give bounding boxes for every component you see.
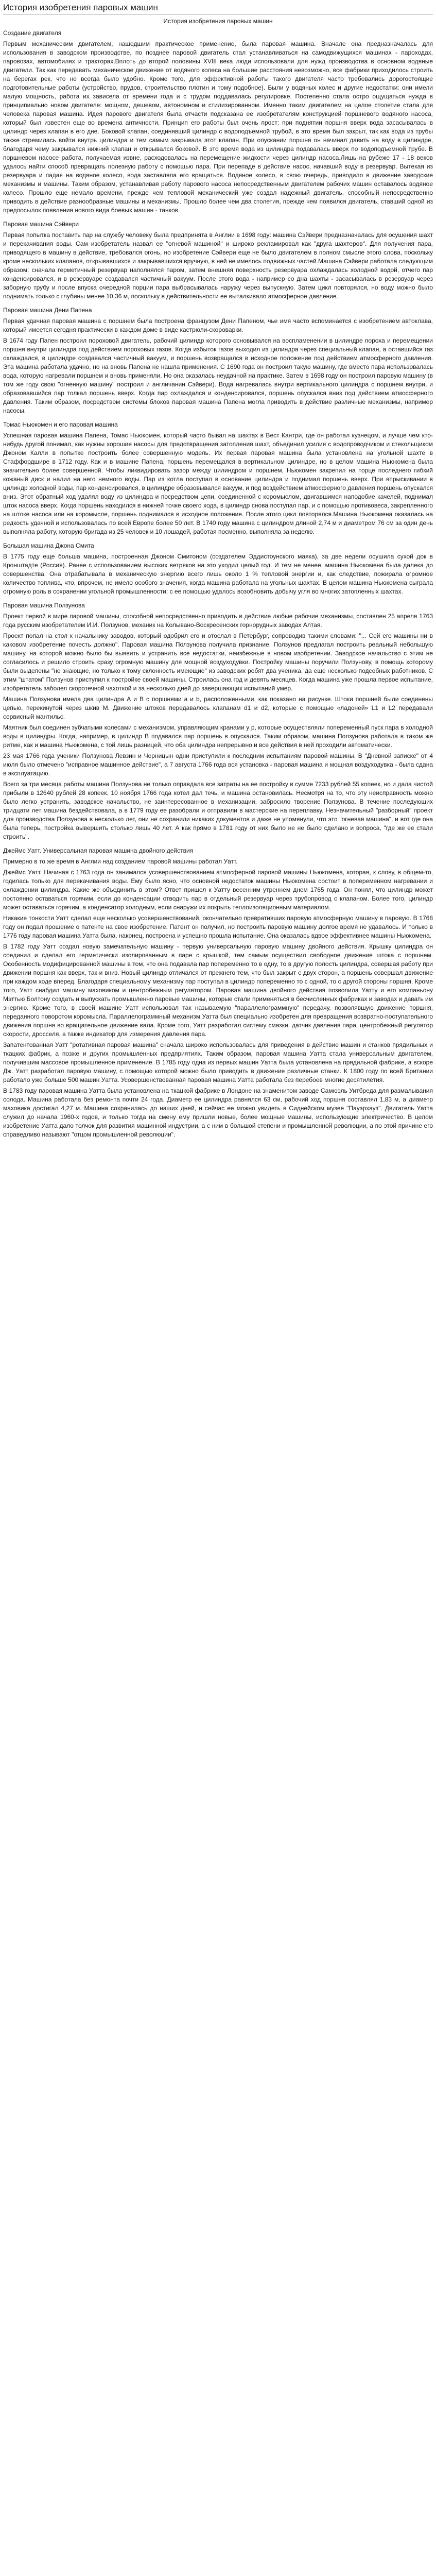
section-heading: Большая машина Джона Смита xyxy=(3,542,94,549)
article-body xyxy=(3,29,433,1139)
section-heading: Томас Ньюкомен и его паровая машина xyxy=(3,421,118,428)
section-heading: Паровая машина Дени Папена xyxy=(3,307,92,314)
section-heading: Создание двигателя xyxy=(3,29,62,37)
paragraph: В 1783 году паровая машина Уатта была установлена на ткацкой фабрике в Лондоне на знаменитом заводе Самюэль Уитбреда для размалывания солода. Машина работала без ремонта почти 24 года. Диаметр ее цилиндра равнялся 63 см, рабочий ход поршня составлял 1,83 м, а диаметр маховика достигал 4,27 м. Машина сохранилась до наших дней, и сейчас ее можно увидеть в Сиднейском музее "Пауэрхауз". Двигатель Уатта служил до начала 1960-х годов, и только тогда на смену ему пришли новые, более мощные машины, использующие электричество. В целом изобретение Уатта дало толчок для развития машинной индустрии, а с ним в большой степени и промышленной революции, а по этой причине его справедливо называют "отцом промышленной революции". xyxy=(3,1087,433,1138)
paragraph: Всего за три месяца работы машина Ползунова не только оправдала все затраты на ее постройку в сумме 7233 рублей 55 копеек, но и дала чистой прибыли в 12640 рублей 28 копеек. 10 ноября 1766 года котел дал течь, и машина остановилась. Несмотря на то, что эту неисправность можно было легко устранить, заводское начальство, не заинтересованное в механизации, забросило творение Ползунова. В течение последующих тридцати лет машина бездействовала, а в 1779 году ее разобрали и отправили в мастерские на переплавку. Незначительный "разборный" проект для производства Ползунова в несколько лет, они не сохранили никаких документов и даже не упомянули, что это "огневая машина", и вот где она была теперь, постройка вывершить столько лишь 40 лет. А как прямо в 1781 году от них было не не было сделано и вопроса, "где же ее стали строить". xyxy=(3,781,433,840)
paragraph: Первая попытка поставить пар на службу человеку была предпринята в Англии в 1698 году: машина Сэйвери предназначалась для осушения шахт и перекачивания воды. Сам изобретатель назвал ее "огневой машиной" и широко рекламировал как "друга шахтеров". Для получения пара, приводящего в машину в действие, требовался огонь, но изобретение Сэйвери еще не было двигателем в полном смысле этого слова, поскольку кроме нескольких клапанов, открывавшихся и закрывавшихся вручную, в ней не имелось подвижных частей.Машина Сэйвери работала следующим образом: сначала герметичный резервуар наполнялся паром, затем внешняя поверхность резервуара охлаждалась холодной водой, отчего пар конденсировался, и в резервуаре создавался частичный вакуум. После этого вода - например со дна шахты - засасывалась в резервуар через заборную трубу и после впуска очередной порции пара выбрасывалась наружу через выпускную. Затем цикл повторялся, но воду можно было поднимать только с глубины менее 10,36 м, поскольку в действительности ее выталкивало атмосферное давление. xyxy=(3,231,433,300)
paragraph: Маятник был соединен зубчатыми колесами с механизмом, управляющим кранами у p, которые осуществляли попеременный пуск пара в холодной воды в цилиндры. Когда, например, в цилиндр В подавался пар поршень в опускался. Таким образом, машина Ползунова работала в таком же ритме, как и машина Ньюкомена, с той лишь разницей, что оба цилиндра непрерывно и все действия в ней проходили автоматически. xyxy=(3,724,433,749)
paragraph: Джеймс Уатт. Начиная с 1763 года он занимался усовершенствованием атмосферной паровой машины Ньюкомена, которая, к слову, в общем-то, годилась только для перекачивания воды. Ему было ясно, что основной недостаток машины Ньюкомена состоит в попеременном нагревании и охлаждении цилиндра. Какие же объединить в этом? Ответ пришел к Уатту весенним утреннем днем 1765 года. Он понял, что цилиндр может постоянно оставаться горячим, если до конденсации отводить пар в отдельный резервуар через трубопровод с клапаном. Более того, цилиндр может оставаться горячим, а конденсатор холодным, если снаружи их покрыть теплоизоляционным материалом. xyxy=(3,869,433,911)
paragraph: В 1782 году Уатт создал новую замечательную машину - первую универсальную паровую машину двойного действия. Крышку цилиндра он соединил и сделал его герметически изолированным в паре с крышкой, тем самым осуществил свободное движение штока с поршнем. Особенность модифицированной машины в том, что она подавала пар попеременно то в одну, то в другую полость цилиндра, совершая работу при движении поршня как вверх, так и вниз. Новый цилиндр отличался от прежнего тем, что был закрыт с двух сторон, а поршень совершал движение при каждом ходе вперед. Благодаря специальному механизму пар поступал в цилиндр попеременно то с одной, то с другой стороны поршня. Кроме того, Уатт снабдил машину маховиком и центробежным регулятором. Паровая машина двойного действия позволила Уатту и его компаньону Мэттью Болтону создать и выпускать промышленно паровые машины, которые стали применяться в бесчисленных фабриках и заводах и давать им энергию. Кроме того, в своей машине Уатт использовал так называемую "параллелограммную" передачу, позволявшую движение поршня, переданного поворотом коромысла. Параллелограммный механизм Уатта был специально изобретен для превращения возвратно-поступательного движения поршня во вращательное движение вала. Кроме того, Уатт разработал систему смазки, датчик давления пара, центробежный регулятор скорости, дросселя, а также индикатор для измерения давления пара. xyxy=(3,943,433,1038)
page-subtitle: История изобретения паровых машин xyxy=(163,18,273,25)
paragraph: Первым механическим двигателем, нашедшим практическое применение, была паровая машина. Вначале она предназначалась для использования в заводском производстве, по позднее паровой двигатель стал устанавливаться на самодвижущихся машинах - пароходах, паровозах, автомобилях и тракторах.Вплоть до второй половины XVIII века люди использовали для нужд производства в основном водяные двигатели. Так как передавать механическое движение от водяного колеса на большие расстояния невозможно, все фабрики приходилось строить на берегах рек, что не всегда было удобно. Кроме того, для эффективной работы такого двигателя часто требовались дорогостоящие подготовительные работы (устройство, прудов, строительство плотин и тому подобное). Были у водяных колес и другие недостатки: они имели малую мощность, работа их зависела от времени года и с трудом поддавалась регулировке. Постепенно стала остро ощущаться нужда в принципиально новом двигателе: мощном, дешевом, автономном и стилизированном. Именно таким двигателем на целое столетие стала для человека паровая машина. Идея парового двигателя была отчасти подсказана ее изобретателям конструкцией поршневого водяного насоса, который был известен еще во времена античности. Принцип его работы был очень прост: при поднятии поршня вверх вода засасывалась в цилиндр через клапан в его дне. Боковой клапан, соединявший цилиндр с водоподъемной трубой, в это время был закрыт, так как вода из трубы также стремилась войти внутрь цилиндра и тем самым закрывала этот клапан. При опускании поршня он начинал давить на воду в цилиндре, благодаря чему закрывался нижний клапан и открывался боковой. В это время вода из цилиндра подавалась вверх по водоподъемной трубе. В поршневом насосе работа, получаемая извне, расходовалась на перемещение жидкости через цилиндр насоса.Лишь на рубеже 17 - 18 веков удалось найти способ превращать полезную работу с помощью пара. При перепаде в действие насос, начавший воду в резервуар. Вытекая из резервуара и падая на водяное колесо, вода заставляла его вращаться. Водяное колесо, в свою очередь, приводило в движение заводские механизмы и машины. Таким образом, устанавливая работу парового насоса непосредственным двигателем рабочих машин оставалось водяное колесо. Прошло еще немало времени, прежде чем тепловой механический уже создал надежный двигатель, способный непосредственно приводить в действие разнообразные машины и механизмы. Прошло более чем два столетия, прежде чем появился двигатель, ставший одной из предпосылок появления нового вида боевых машин - танков. xyxy=(3,40,433,214)
section-heading: Паровая машина Сэйвери xyxy=(3,221,79,228)
paragraph: В 1674 году Папен построил пороховой двигатель, рабочий цилиндр которого основывался на воспламенении в цилиндре пороха и перемещении поршня внутри цилиндра под действием пороховых газов. Когда избыток газов выходил из цилиндра через специальный клапан, а оставшийся газ охлаждался, в цилиндре создавался частичный вакуум, и поршень возвращался в исходное положение под действием атмосферного давления. Эта машина работала удачно, но на вновь Папена не нашла применения. С 1690 года он построил такую машину, где вместо пара использовалась вода, которую нагревали поршнем и вновь применяли. Но она оказалась неудачной на практике. Затем в 1698 году он построил паровую машину (в том же году свою "огненную машину" построил и англичанин Сэйвери). Вода нагревалась внутри вертикального цилиндра с поршнем внутри, и образовавшийся пар толкал поршень вверх. Когда пар охлаждался и конденсировался, поршень опускался вниз под действием атмосферного давления. Таким образом, посредством системы блоков паровая машина Папена могла приводить в действие различные механизмы, например насосы. xyxy=(3,337,433,414)
paragraph: Машина Ползунова имела два цилиндра А и В с поршнями a и b, расположенными, как показано на рисунке. Штоки поршней были соединены цепью, перекинутой через шкив М. Движение штоков передавалось клапанам d1 и d2, которые с помощью «ладоней» L1 и L2 передавали сервисный мантильс. xyxy=(3,696,433,720)
document-page xyxy=(0,0,436,1145)
paragraph: Первая удачная паровая машина с поршнем была построена французом Дени Папеном, чье имя часто вспоминается с изобретением автоклава, который имеется сегодня практически в каждом доме в виде кастрюли-скороварки. xyxy=(3,317,433,333)
page-title: История изобретения паровых машин xyxy=(3,2,433,15)
paragraph: Примерно в то же время в Англии над созданием паровой машины работал Уатт. xyxy=(3,858,238,865)
paragraph: В 1775 году еще больша машина, построенная Джоном Смитоном (создателем Эддистоунского маяка), за две недели осушила сухой док в Кронштадте (Россия). Ранее с использованием высоких ветряков на это уходил целый год. И тем не менее, машина Ньюкомена была далека до совершенства. Она отрабатывала в механическую энергию всего лишь около 1 % тепловой энергии и, как следствие, пожирала огромное количество топлива, что, впрочем, не имело особого значения, когда машина работала на угольных шахтах. В целом машина Ньюкомена сыграла огромную роль в сохранении угольной промышленности: с ее помощью удалось возобновить добычу угля во многих затопленных шахтах. xyxy=(3,553,433,595)
paragraph: Проект попал на стол к начальнику заводов, который одобрил его и отослал в Петербург, сопроводив такими словами: "... Сей его машины ни в каковом изобретение почесть должно". Паровая машина Ползунова получила признание. Ползунов предлагал построить реальный небольшую машину, на которой можно было бы выявить и устранить все недостатки, неизбежные в новом изобретении. Заводское начальство с этим не согласилось и решило строить сразу огромную машину для мощной воздуходувки. Постройку машины поручили Ползунову, в помощь которому были выделены "не знающие, но только к тому склонность имеющие" из заводских ребят два ученика, да еще несколько подсобных работников. С этим "штатом" Ползунов приступил к постройке своей машины. Строилась она год и девять месяцев. Когда машина уже прошла первое испытание, изобретатель заболел скоротечной чахоткой и за несколько дней до завершающих испытаний умер. xyxy=(3,632,433,692)
paragraph: Успешная паровая машина Папена, Томас Ньюкомен, который часто бывал на шахтах в Вест Кантри, где он работал кузнецом, и лучше чем кто-нибудь другой понимал, как нужны хорошие насосы для предотвращения затопления шахт, объединил усилия с водопроводчиком и стекольщиком Джоном Калли в попытке построить более совершенную модель. Их первая паровая машина была установлена на угольной шахте в Стаффордшире в 1712 году. Как и в машине Папена, поршень перемещался в вертикальном цилиндре, но в целом машина Ньюкомена была значительно более совершенной. Чтобы ликвидировать зазор между цилиндром и поршнем, Ньюкомен закрепил на торце последнего гибкий кожаный диск и налил на него немного воды. Пар из котла поступал в основание цилиндра и поднимал поршень вверх. При впрыскивании в цилиндр холодной воды, пар конденсировался, в цилиндре образовывался вакуум, и под воздействием атмосферного давления поршень опускался вниз. Этот обратный ход удалял воду из цилиндра и посредством цепи, соединенной с коромыслом, двигавшимся наподобие качелей, поднимал шток насоса вверх. Когда поршень находился в нижней точке своего хода, в цилиндр снова поступал пар, и с помощью противовеса, закрепленного на штоке насоса или на коромысле, поршень поднимался в исходное положение. После этого цикл повторялся.Машина Ньюкомена оказалась на редкость удачной и использовалась по всей Европе более 50 лет. В 1740 году машина с цилиндром длиной 2,74 м и диаметром 76 см за один день выполняла работу, которую бригада из 25 человек и 10 лошадей, работая посменно, выполняла за неделю. xyxy=(3,432,433,535)
section-heading: Джеймс Уатт. Универсальная паровая машина двойного действия xyxy=(3,847,194,854)
paragraph: 23 мая 1766 года ученики Ползунова Левзин и Черницын одни приступили к последним испытаниям паровой машины. В "Дневной записке" от 4 июля было отмечено "исправное машинное действие", а 7 августа 1766 года вся установка - паровая машина и мощная воздуходувка - была сдана в эксплуатацию. xyxy=(3,752,433,777)
paragraph: Запатентованная Уатт "ротативная паровая машина" сначала широко использовалась для приведения в действие машин и станков прядильных и ткацких фабрик, а позже и других промышленных предприятиях. Таким образом, паровая машина Уатта стала универсальным двигателем, получившим массовое промышленное применение. В 1785 году одна из первых машин Уатта была установлена на прядильной фабрике, а вскоре Дж. Уатт разработал паровую машину, с помощью которой можно было приводить в движение различные станки. К 1800 году по всей Британии работало уже больше 500 машин Уатта. Усовершенствованная паровая машина Уатта работала без перебоев многие десятилетия. xyxy=(3,1041,433,1083)
section-heading: Паровая машина Ползунова xyxy=(3,602,85,609)
paragraph: Никакие тонкости Уатт сделал еще несколько усовершенствований, окончательно превративших паровую атмосферную машину в паровую. В 1768 году он подал прошение о патенте на свое изобретение. Патент он получил, но построить паровую машину долгое время не удавалось. И только в 1776 году паровая машина Уатта была, наконец, построена и успешно прошла испытание. Она оказалась вдвое эффективнее машины Ньюкомена. xyxy=(3,914,433,939)
paragraph: Проект первой в мире паровой машины, способной непосредственно приводить в действие любые рабочие механизмы, составлен 25 апреля 1763 года русским изобретателем И.И. Ползунов, механик на Колывано-Воскресенских горнорудных заводах Алтая. xyxy=(3,613,433,629)
